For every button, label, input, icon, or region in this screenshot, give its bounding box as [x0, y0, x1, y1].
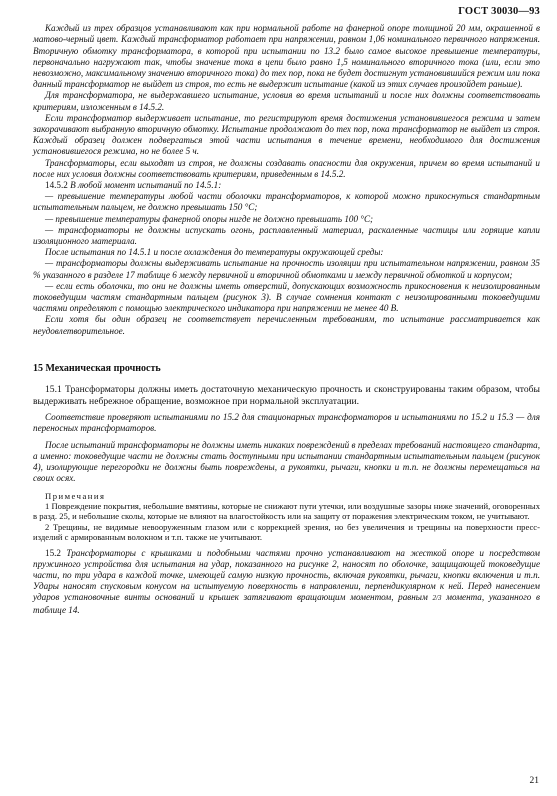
paragraph: Трансформаторы, если выходят из строя, не должны создавать опасности для окружения, причем во время испытаний и после них условия должны соответствовать критериям, приведенным в 14.5.2.: [33, 157, 540, 179]
paragraph: Соответствие проверяют испытаниями по 15.2 для стационарных трансформаторов и испытаниями по 15.2 и 15.3 — для переносных трансформаторов.: [33, 412, 540, 434]
page-number: 21: [529, 776, 539, 786]
list-item: — превышение температуры фанерной опоры нигде не должно превышать 100 °С;: [45, 213, 374, 224]
clause-number: 15.2: [45, 547, 61, 558]
clause-number: 14.5.2: [45, 180, 68, 191]
paragraph: Если хотя бы один образец не соответствует перечисленным требованиям, то испытание рассматривается как неудовлетворительное.: [33, 314, 540, 336]
fraction: 2/3: [432, 594, 442, 603]
note-item: 2 Трещины, не видимые невооруженным глазом или с коррекцией зрения, но без увеличения и трещины на поверхности пресс-изделий с армированным волокном и т.п. также не учитывают.: [33, 521, 540, 543]
clause-15-2: [33, 548, 540, 616]
clause-14-5-2: [33, 180, 540, 191]
clause-text-end: момента, указанного в таблице 14.: [33, 592, 541, 615]
paragraph: Каждый из трех образцов устанавливают как при нормальной работе на фанерной опоре толщиной 20 мм, окрашенной в матово-черный цвет. Каждый трансформатор работает при напряжении, равном 1,06 номинального первичного напряжения. Вторичную обмотку трансформатора, в которой при испытании по 13.2 было самое высокое превышение температуры, первоначально нагружают так, чтобы значение тока в цепи было равно 1,5 номинального вторичного тока (или, если это невозможно, максимальному значению вторичного тока) до тех пор, пока не будет достигнут установившийся режим или пока данный трансформатор не выйдет из строя, то есть не выдержит испытание (какой из этих случаев произойдет раньше).: [33, 23, 540, 90]
paragraph: После испытания по 14.5.1 и после охлаждения до температуры окружающей среды:: [45, 247, 384, 258]
paragraph: Для трансформатора, не выдержавшего испытание, условия во время испытаний и после них должны соответствовать критериям, изложенным в 14.5.2.: [33, 90, 540, 112]
list-item: — превышение температуры любой части оболочки трансформаторов, к которой можно прикоснуться стандартным испытательным пальцем, не должно превышать 150 °С;: [33, 191, 540, 213]
notes-title: Примечания: [45, 490, 106, 501]
list-item: — трансформаторы не должны испускать огонь, расплавленный материал, раскаленные частицы или горящие капли изоляционного материала.: [33, 224, 540, 247]
paragraph: Если трансформатор выдерживает испытание, то регистрируют время достижения установившегося режима и затем закорачивают выбранную вторичную обмотку. Испытание продолжают до тех пор, пока трансформатор не выйдет из строя. Каждый образец должен подвергаться этой части испытания в течение времени, необходимого для достижения установившегося режима, но не более 5 ч.: [33, 112, 540, 157]
clause-text: В любой момент испытаний по 14.5.1:: [70, 180, 222, 191]
note-item: 1 Повреждение покрытия, небольшие вмятины, которые не снижают пути утечки, или воздушные зазоры ниже значений, оговоренных в разд. 25, и небольшие сколы, которые не влияют на влагостойкость или на защиту от поражения электрическим током, не учитывают.: [33, 500, 540, 522]
section-title: 15 Механическая прочность: [33, 362, 161, 374]
list-item: — трансформаторы должны выдерживать испытание на прочность изоляции при испытательном напряжении, равном 35 % указанного в разделе 17 таблице 6 между первичной и вторичной обмотками и между первичной обмоткой и корпусом;: [33, 258, 540, 280]
clause-15-1: 15.1 Трансформаторы должны иметь достаточную механическую прочность и сконструированы таким образом, чтобы выдерживать небрежное обращение, возможное при нормальной эксплуатации.: [33, 384, 540, 407]
list-item: — если есть оболочки, то они не должны иметь отверстий, допускающих возможность прикосновения к неизолированным токоведущим частям стандартным пальцем (рисунок 3). В случае сомнения контакт с неизолированными токоведущими частями определяют с помощью электрического индикатора при напряжении не менее 40 В.: [33, 280, 540, 314]
clause-text: Трансформаторы с крышками и подобными частями прочно устанавливают на жесткой опоре и посредством пружинного устройства для испытания на удар, показанного на рисунке 2, наносят по оболочке, защищающей токоведущие части, по три удара в каждой точке, имеющей самую низкую прочность, включая рукоятки, рычаги, кнопки включения и т.п. Удары наносят спусковым конусом на испытуемую поверхность в направлении, перпендикулярном к ней. Перед нанесением ударов установочные винты оснований и крышек затягивают вращающим моментом, равным: [33, 547, 541, 603]
standard-header: ГОСТ 30030—93: [458, 6, 540, 17]
paragraph: После испытаний трансформаторы не должны иметь никаких повреждений в пределах требований настоящего стандарта, а именно: токоведущие части не должны стать доступными при испытании стандартным испытательным пальцем (рисунок 4), изолирующие перегородки не должны быть повреждены, а рукоятки, рычаги, кнопки и т.п. не должны перемещаться на своих осях.: [33, 439, 540, 484]
